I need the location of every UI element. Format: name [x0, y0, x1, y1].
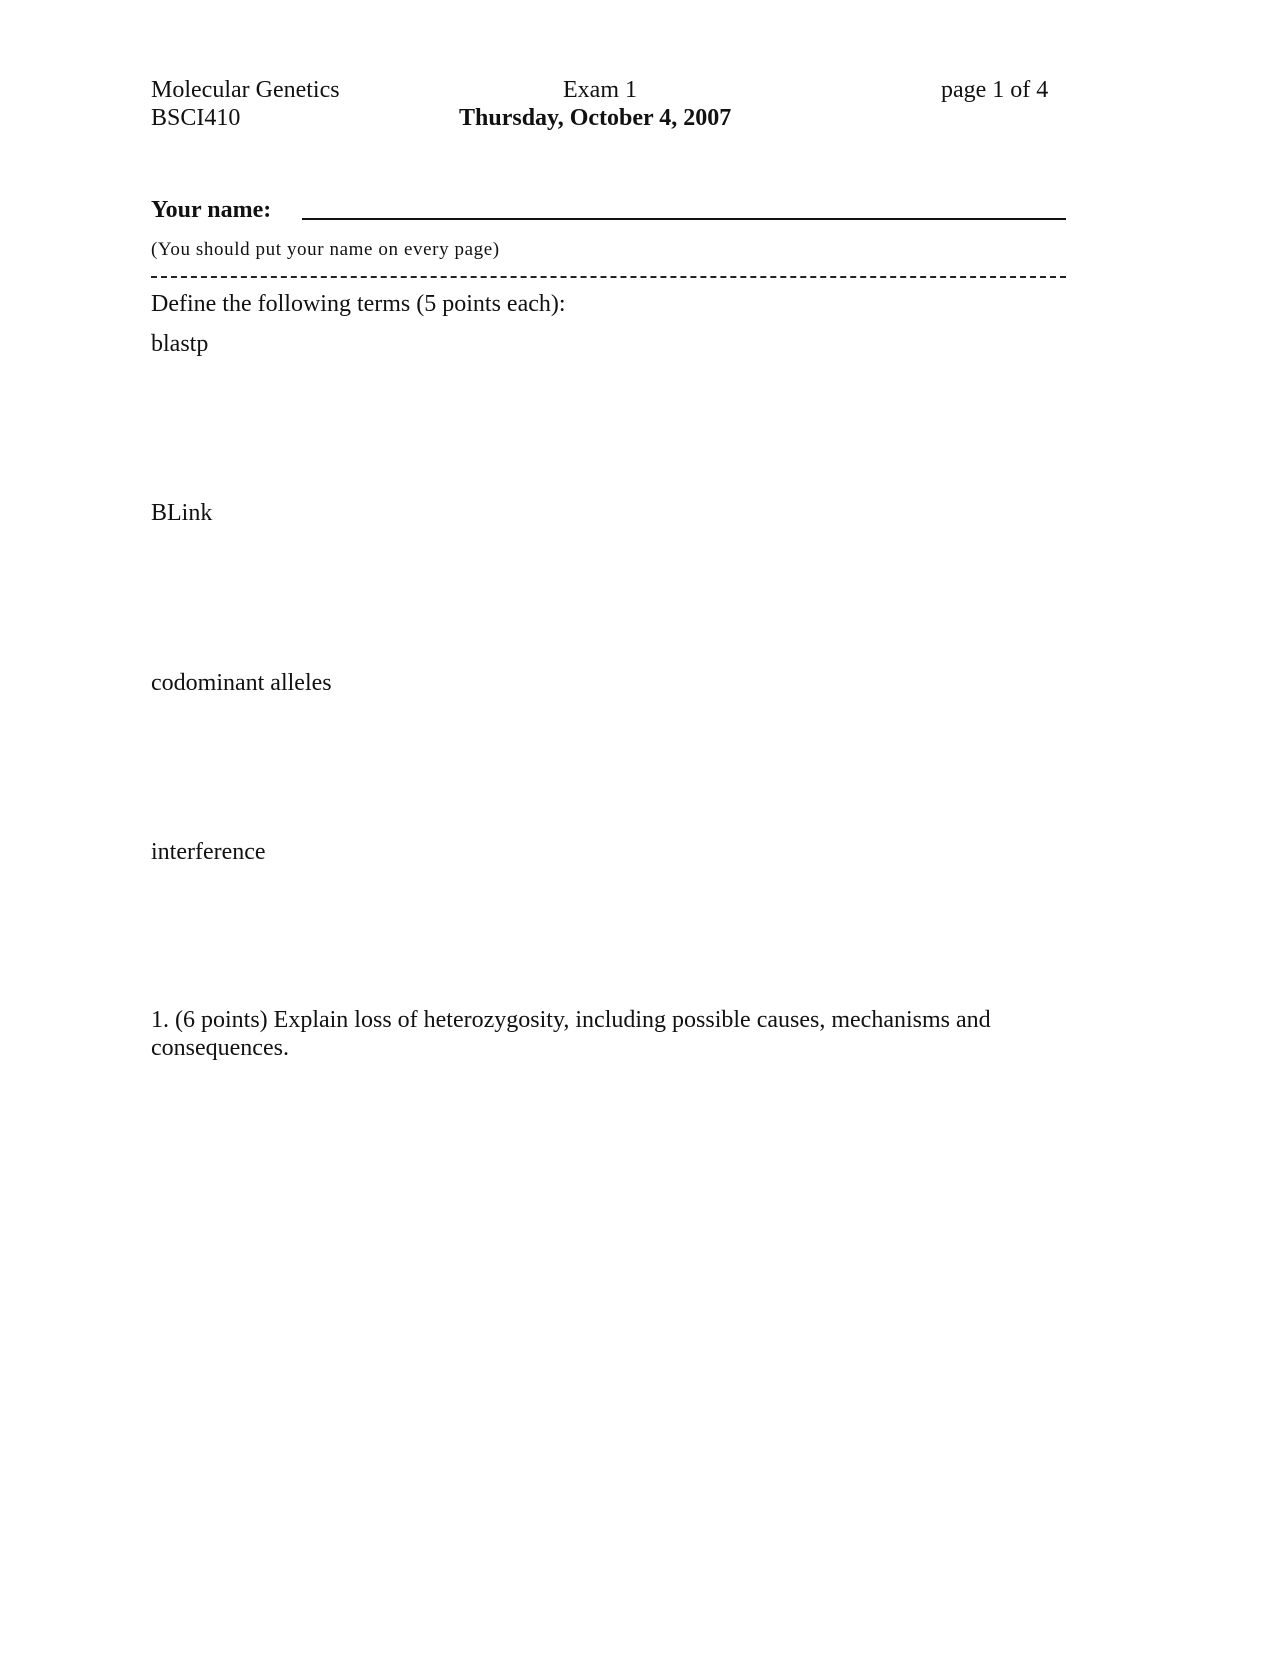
- term-interference: interference: [151, 839, 266, 865]
- course-title: Molecular Genetics: [151, 77, 340, 103]
- exam-title: Exam 1: [563, 77, 637, 103]
- name-label: Your name:: [151, 197, 272, 223]
- section-divider: [151, 276, 1066, 278]
- definitions-heading: Define the following terms (5 points each):: [151, 291, 566, 317]
- page-number: page 1 of 4: [941, 77, 1049, 103]
- term-codominant-alleles: codominant alleles: [151, 670, 332, 696]
- term-blink: BLink: [151, 500, 213, 526]
- term-blastp: blastp: [151, 331, 209, 357]
- exam-date: Thursday, October 4, 2007: [459, 105, 732, 131]
- name-instruction: (You should put your name on every page): [151, 239, 500, 260]
- course-code: BSCI410: [151, 105, 241, 131]
- question-1: 1. (6 points) Explain loss of heterozygosity, including possible causes, mechanisms and consequences.: [151, 1007, 991, 1061]
- name-blank-line[interactable]: [302, 218, 1066, 220]
